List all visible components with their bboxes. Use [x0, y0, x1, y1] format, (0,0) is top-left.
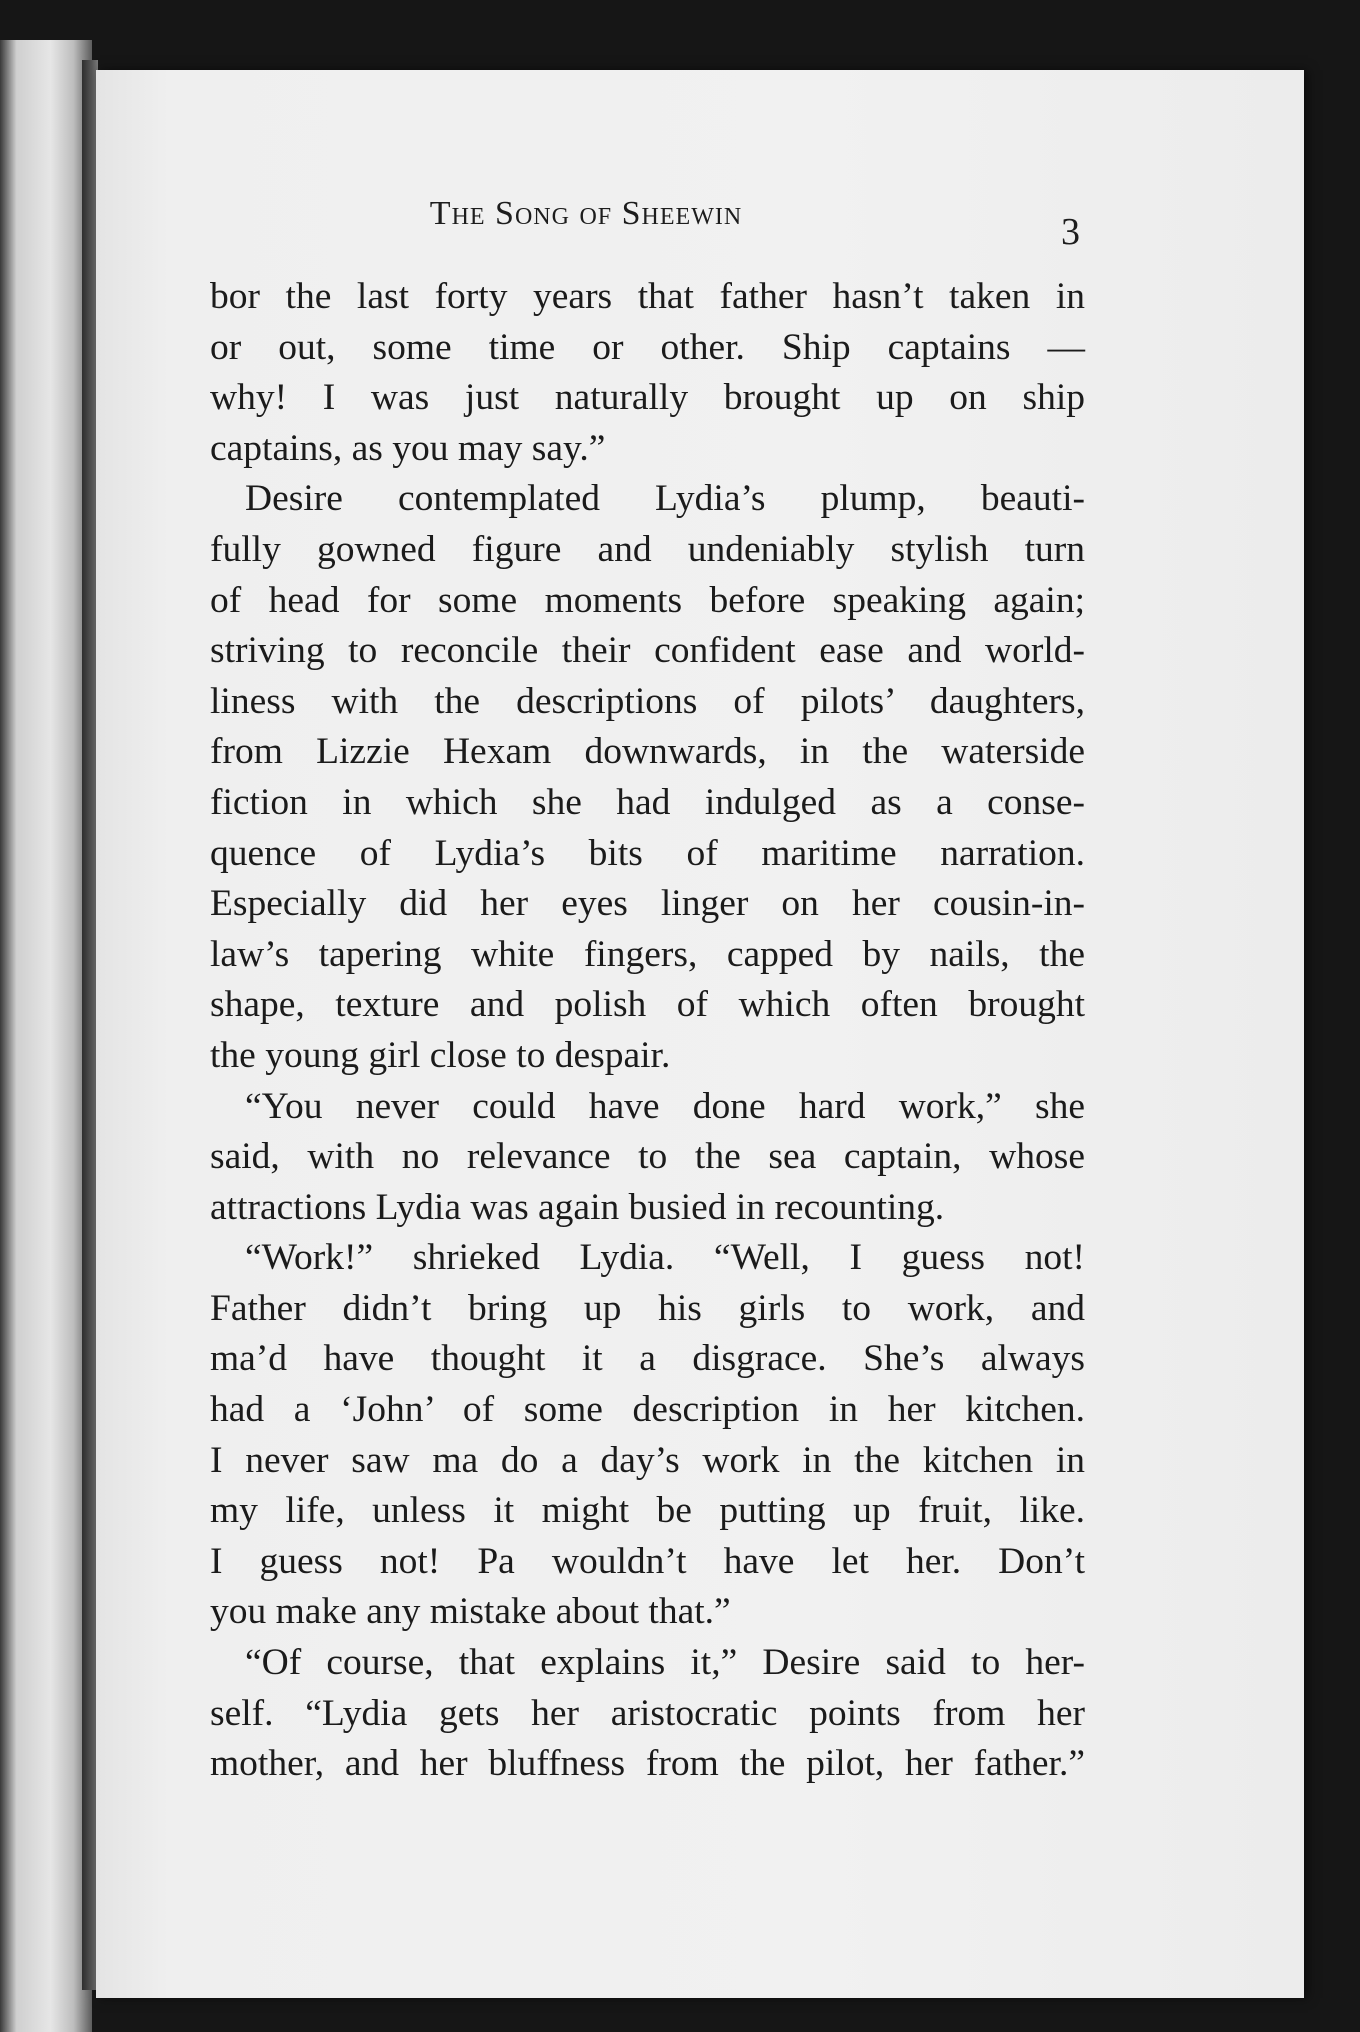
text-line: bor the last forty years that father hasn’t taken in [210, 276, 1085, 317]
paragraph [210, 1233, 1085, 1638]
text-line: fully gowned figure and undeniably stylish turn [210, 528, 1085, 570]
paragraph [210, 1082, 1085, 1234]
paragraph [210, 272, 1085, 474]
text-line: quence of Lydia’s bits of maritime narration. [210, 832, 1085, 874]
scan-left-edge [0, 40, 92, 2032]
text-line: self. “Lydia gets her aristocratic points from her [210, 1692, 1085, 1734]
text-line: Especially did her eyes linger on her cousin-in- [210, 883, 1085, 925]
text-line: of head for some moments before speaking again; [210, 579, 1085, 621]
paragraph [210, 1638, 1085, 1790]
text-line: said, with no relevance to the sea captain, whose [210, 1136, 1085, 1178]
text-line: “You never could have done hard work,” she [245, 1085, 1085, 1127]
text-line: I guess not! Pa wouldn’t have let her. Don’t [210, 1540, 1085, 1582]
text-line: attractions Lydia was again busied in recounting. [210, 1186, 945, 1228]
page-number: 3 [1061, 211, 1080, 253]
text-line: I never saw ma do a day’s work in the kitchen in [210, 1439, 1085, 1481]
body-text [210, 272, 1085, 1790]
running-head: The Song of Sheewin [429, 195, 743, 232]
text-line: you make any mistake about that.” [210, 1591, 731, 1633]
text-line: mother, and her bluffness from the pilot, her father.” [210, 1743, 1085, 1785]
text-line: Father didn’t bring up his girls to work, and [210, 1287, 1085, 1329]
text-line: had a ‘John’ of some description in her kitchen. [210, 1389, 1085, 1431]
text-line: “Work!” shrieked Lydia. “Well, I guess not! [245, 1237, 1085, 1279]
text-line: captains, as you may say.” [210, 427, 606, 469]
text-line: “Of course, that explains it,” Desire said to her- [245, 1642, 1085, 1684]
text-line: the young girl close to despair. [210, 1034, 671, 1076]
text-line: my life, unless it might be putting up fruit, like. [210, 1490, 1085, 1532]
text-line: from Lizzie Hexam downwards, in the waterside [210, 731, 1085, 773]
text-line: Desire contemplated Lydia’s plump, beauti- [245, 478, 1085, 520]
text-line: liness with the descriptions of pilots’ daughters, [210, 680, 1085, 722]
paragraph [210, 474, 1085, 1081]
text-line: shape, texture and polish of which often brought [210, 984, 1085, 1026]
text-line: law’s tapering white fingers, capped by nails, the [210, 933, 1085, 975]
text-line: striving to reconcile their confident ease and world- [210, 630, 1085, 672]
text-line: fiction in which she had indulged as a conse- [210, 781, 1085, 823]
text-line: why! I was just naturally brought up on ship [210, 377, 1085, 419]
text-line: or out, some time or other. Ship captains — [210, 326, 1085, 368]
text-line: ma’d have thought it a disgrace. She’s always [210, 1338, 1085, 1380]
